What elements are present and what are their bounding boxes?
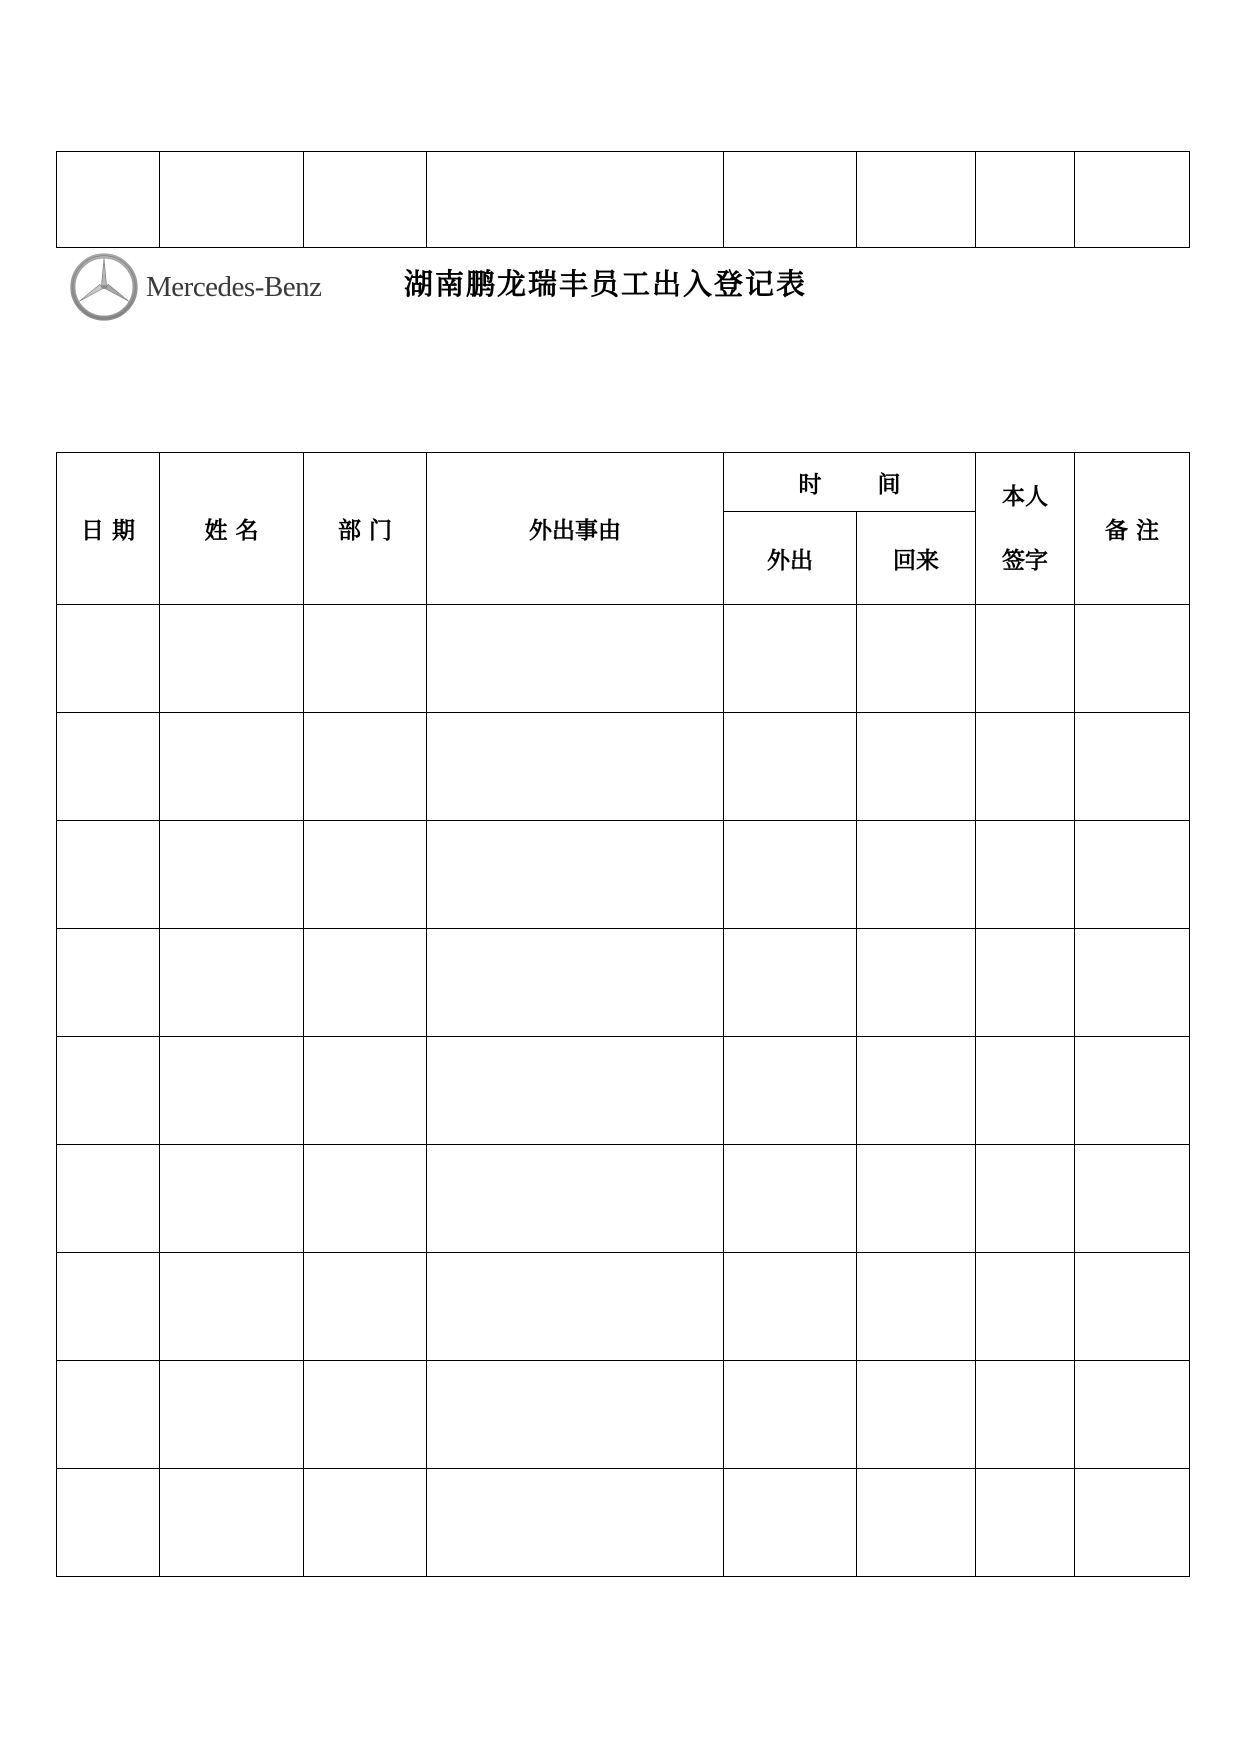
entry-cell[interactable] (724, 1253, 857, 1361)
entry-cell[interactable] (857, 713, 976, 821)
entry-cell[interactable] (724, 1037, 857, 1145)
entry-cell[interactable] (57, 1145, 160, 1253)
entry-cell[interactable] (1075, 713, 1190, 821)
header-time: 时 间 (724, 453, 976, 512)
blank-cell[interactable] (57, 152, 160, 248)
entry-cell[interactable] (304, 1361, 427, 1469)
entry-cell[interactable] (427, 1469, 724, 1577)
table-body (57, 605, 1190, 1577)
three-pointed-star-icon (70, 253, 138, 321)
entry-cell[interactable] (857, 1253, 976, 1361)
entry-cell[interactable] (724, 713, 857, 821)
entry-cell[interactable] (1075, 1253, 1190, 1361)
entry-cell[interactable] (160, 713, 304, 821)
entry-cell[interactable] (57, 1037, 160, 1145)
entry-cell[interactable] (1075, 821, 1190, 929)
entry-cell[interactable] (427, 929, 724, 1037)
entry-cell[interactable] (57, 713, 160, 821)
blank-cell[interactable] (1075, 152, 1190, 248)
header-date: 日 期 (57, 453, 160, 605)
blank-cell[interactable] (304, 152, 427, 248)
entry-cell[interactable] (976, 605, 1075, 713)
top-blank-row (57, 152, 1190, 248)
entry-cell[interactable] (857, 1037, 976, 1145)
entry-cell[interactable] (976, 1037, 1075, 1145)
entry-cell[interactable] (160, 1145, 304, 1253)
entry-cell[interactable] (1075, 1469, 1190, 1577)
header-remarks: 备 注 (1075, 453, 1190, 605)
entry-cell[interactable] (976, 713, 1075, 821)
company-logo (70, 252, 330, 322)
header-name: 姓 名 (160, 453, 304, 605)
header-time-out: 外出 (724, 512, 857, 605)
entry-cell[interactable] (427, 713, 724, 821)
table-row (57, 1469, 1190, 1577)
entry-cell[interactable] (304, 713, 427, 821)
entry-cell[interactable] (1075, 1145, 1190, 1253)
table-row (57, 821, 1190, 929)
entry-cell[interactable] (724, 1145, 857, 1253)
entry-cell[interactable] (427, 605, 724, 713)
entry-cell[interactable] (857, 605, 976, 713)
entry-cell[interactable] (57, 1361, 160, 1469)
entry-cell[interactable] (57, 821, 160, 929)
registration-table (56, 452, 1190, 1577)
entry-cell[interactable] (304, 929, 427, 1037)
entry-cell[interactable] (857, 1145, 976, 1253)
entry-cell[interactable] (976, 1253, 1075, 1361)
entry-cell[interactable] (724, 821, 857, 929)
blank-cell[interactable] (976, 152, 1075, 248)
blank-cell[interactable] (427, 152, 724, 248)
entry-cell[interactable] (857, 929, 976, 1037)
entry-cell[interactable] (857, 1361, 976, 1469)
entry-cell[interactable] (976, 1361, 1075, 1469)
table-row (57, 1361, 1190, 1469)
entry-cell[interactable] (857, 821, 976, 929)
header-reason: 外出事由 (427, 453, 724, 605)
entry-cell[interactable] (160, 1253, 304, 1361)
entry-cell[interactable] (724, 1469, 857, 1577)
table-row (57, 1145, 1190, 1253)
table-row (57, 605, 1190, 713)
table-row (57, 1037, 1190, 1145)
entry-cell[interactable] (304, 1469, 427, 1577)
entry-cell[interactable] (304, 1037, 427, 1145)
header-department: 部 门 (304, 453, 427, 605)
entry-cell[interactable] (427, 1253, 724, 1361)
brand-name: Mercedes-Benz (146, 270, 322, 303)
entry-cell[interactable] (976, 1145, 1075, 1253)
entry-cell[interactable] (427, 821, 724, 929)
blank-cell[interactable] (160, 152, 304, 248)
entry-cell[interactable] (160, 821, 304, 929)
blank-cell[interactable] (724, 152, 857, 248)
top-blank-table (56, 151, 1190, 248)
entry-cell[interactable] (427, 1361, 724, 1469)
table-row (57, 929, 1190, 1037)
entry-cell[interactable] (1075, 605, 1190, 713)
entry-cell[interactable] (724, 929, 857, 1037)
table-row (57, 713, 1190, 821)
header-row (57, 453, 1190, 512)
table-row (57, 1253, 1190, 1361)
header-signature-line2: 签字 (1002, 546, 1048, 574)
entry-cell[interactable] (1075, 1361, 1190, 1469)
entry-cell[interactable] (976, 821, 1075, 929)
entry-cell[interactable] (57, 605, 160, 713)
entry-cell[interactable] (976, 1469, 1075, 1577)
entry-cell[interactable] (57, 1469, 160, 1577)
entry-cell[interactable] (160, 1037, 304, 1145)
entry-cell[interactable] (57, 929, 160, 1037)
header-signature (976, 453, 1075, 605)
entry-cell[interactable] (1075, 929, 1190, 1037)
entry-cell[interactable] (976, 929, 1075, 1037)
entry-cell[interactable] (57, 1253, 160, 1361)
entry-cell[interactable] (724, 605, 857, 713)
entry-cell[interactable] (304, 1253, 427, 1361)
entry-cell[interactable] (304, 1145, 427, 1253)
entry-cell[interactable] (724, 1361, 857, 1469)
entry-cell[interactable] (857, 1469, 976, 1577)
entry-cell[interactable] (160, 1361, 304, 1469)
entry-cell[interactable] (160, 1469, 304, 1577)
entry-cell[interactable] (160, 929, 304, 1037)
entry-cell[interactable] (1075, 1037, 1190, 1145)
entry-cell[interactable] (427, 1145, 724, 1253)
entry-cell[interactable] (304, 605, 427, 713)
header-time-back: 回来 (857, 512, 976, 605)
entry-cell[interactable] (160, 605, 304, 713)
header-signature-line1: 本人 (1002, 482, 1048, 510)
blank-cell[interactable] (857, 152, 976, 248)
document-title: 湖南鹏龙瑞丰员工出入登记表 (404, 267, 808, 301)
entry-cell[interactable] (427, 1037, 724, 1145)
entry-cell[interactable] (304, 821, 427, 929)
